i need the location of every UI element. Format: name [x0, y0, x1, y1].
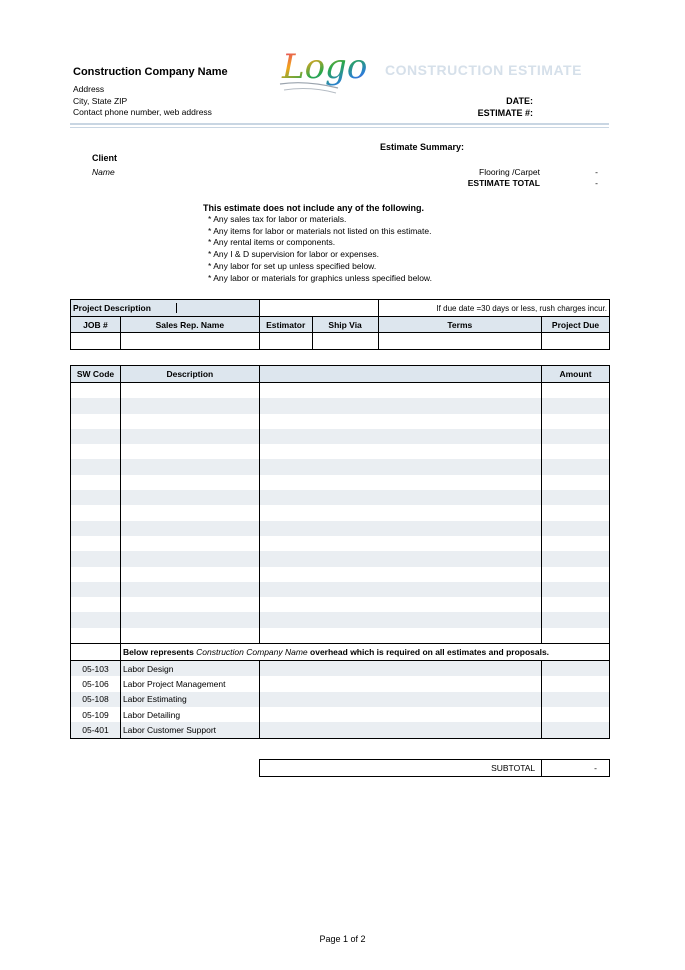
client-label: Client: [92, 153, 118, 163]
exclusion-item: * Any rental items or components.: [208, 237, 432, 249]
exclusion-item: * Any sales tax for labor or materials.: [208, 214, 432, 226]
page-number: Page 1 of 2: [319, 934, 366, 944]
amount-cell[interactable]: [542, 444, 610, 459]
amount-cell[interactable]: [542, 521, 610, 536]
sw-code-cell[interactable]: [71, 536, 121, 551]
overhead-note-prefix: Below represents: [122, 647, 197, 658]
exclusion-item: * Any items for labor or materials not listed on this estimate.: [208, 226, 432, 238]
address-line: Contact phone number, web address: [73, 107, 212, 117]
amount-cell[interactable]: [542, 597, 610, 612]
detail-cell[interactable]: [259, 612, 541, 627]
sw-code-cell[interactable]: [71, 521, 121, 536]
detail-cell[interactable]: [259, 475, 541, 490]
amount-cell[interactable]: [542, 536, 610, 551]
header-divider: [70, 127, 609, 128]
amount-cell[interactable]: [542, 490, 610, 505]
sw-code-cell[interactable]: [71, 414, 121, 429]
sw-code-cell[interactable]: [71, 551, 121, 566]
sw-code-cell[interactable]: [71, 628, 121, 644]
amount-cell[interactable]: [542, 475, 610, 490]
labor-code: 05-108: [71, 692, 121, 707]
summary-row-value: -: [595, 167, 598, 177]
col-header-sw-code: SW Code: [71, 366, 121, 383]
labor-code: 05-103: [71, 661, 121, 677]
detail-cell[interactable]: [259, 551, 541, 566]
labor-code: 05-106: [71, 676, 121, 691]
detail-cell[interactable]: [259, 444, 541, 459]
description-cell[interactable]: [120, 414, 259, 429]
project-description-label: Project Description: [71, 300, 260, 317]
subtotal-value: -: [542, 760, 610, 777]
labor-description: Labor Project Management: [120, 676, 259, 691]
labor-description: Labor Detailing: [120, 707, 259, 722]
detail-cell[interactable]: [259, 521, 541, 536]
detail-cell[interactable]: [259, 722, 541, 738]
col-header-ship-via: Ship Via: [312, 317, 378, 333]
estimator-cell[interactable]: [259, 333, 312, 350]
detail-cell[interactable]: [259, 414, 541, 429]
amount-cell[interactable]: [542, 692, 610, 707]
amount-cell[interactable]: [542, 707, 610, 722]
company-name: Construction Company Name: [73, 66, 228, 78]
description-cell[interactable]: [120, 597, 259, 612]
amount-cell[interactable]: [542, 722, 610, 738]
exclusion-item: * Any I & D supervision for labor or expenses.: [208, 249, 432, 261]
description-cell[interactable]: [120, 444, 259, 459]
company-logo: [276, 40, 368, 96]
job-number-cell[interactable]: [71, 333, 121, 350]
labor-description: Labor Estimating: [120, 692, 259, 707]
overhead-note-company: Construction Company Name: [196, 647, 308, 658]
project-due-cell[interactable]: [542, 333, 610, 350]
detail-cell[interactable]: [259, 597, 541, 612]
amount-cell[interactable]: [542, 459, 610, 474]
sw-code-cell[interactable]: [71, 505, 121, 520]
terms-cell[interactable]: [378, 333, 542, 350]
description-cell[interactable]: [120, 383, 259, 399]
overhead-note: [120, 644, 609, 661]
detail-cell[interactable]: [259, 628, 541, 644]
overhead-note-suffix: overhead which is required on all estimates and proposals.: [307, 647, 550, 658]
address-line: Address: [73, 84, 105, 94]
sw-code-cell[interactable]: [71, 398, 121, 413]
description-cell[interactable]: [120, 459, 259, 474]
description-cell[interactable]: [120, 521, 259, 536]
estimate-total-value: -: [595, 178, 598, 188]
detail-cell[interactable]: [259, 429, 541, 444]
col-header-terms: Terms: [378, 317, 542, 333]
detail-cell[interactable]: [259, 398, 541, 413]
sw-code-cell[interactable]: [71, 612, 121, 627]
amount-cell[interactable]: [542, 567, 610, 582]
detail-cell[interactable]: [259, 536, 541, 551]
amount-cell[interactable]: [542, 582, 610, 597]
col-header-project-due: Project Due: [542, 317, 610, 333]
description-cell[interactable]: [120, 628, 259, 644]
detail-cell[interactable]: [259, 582, 541, 597]
amount-cell[interactable]: [542, 628, 610, 644]
col-header-job: JOB #: [71, 317, 121, 333]
detail-cell[interactable]: [259, 490, 541, 505]
labor-code: 05-109: [71, 707, 121, 722]
client-name: Name: [92, 167, 115, 177]
project-table: [70, 299, 610, 350]
detail-cell[interactable]: [259, 692, 541, 707]
description-cell[interactable]: [120, 398, 259, 413]
labor-description: Labor Design: [120, 661, 259, 677]
amount-cell[interactable]: [542, 414, 610, 429]
line-items-table: [70, 365, 610, 739]
exclusion-item: * Any labor for set up unless specified below.: [208, 261, 432, 273]
description-cell[interactable]: [120, 490, 259, 505]
detail-cell[interactable]: [259, 459, 541, 474]
description-cell[interactable]: [120, 475, 259, 490]
labor-description: Labor Customer Support: [120, 722, 259, 738]
labor-code: 05-401: [71, 722, 121, 738]
summary-row-label: Flooring /Carpet: [479, 167, 540, 177]
sw-code-cell[interactable]: [71, 490, 121, 505]
description-cell[interactable]: [120, 567, 259, 582]
amount-cell[interactable]: [542, 661, 610, 677]
subtotal-table: [259, 759, 610, 777]
date-estimate-labels: [440, 96, 533, 119]
project-description-field[interactable]: [259, 300, 378, 317]
sw-code-cell[interactable]: [71, 582, 121, 597]
detail-cell[interactable]: [259, 661, 541, 677]
exclusion-item: * Any labor or materials for graphics unless specified below.: [208, 273, 432, 285]
sw-code-cell[interactable]: [71, 475, 121, 490]
rush-charges-note: If due date =30 days or less, rush charges incur.: [378, 300, 609, 317]
amount-cell[interactable]: [542, 398, 610, 413]
sw-code-cell[interactable]: [71, 459, 121, 474]
description-cell[interactable]: [120, 536, 259, 551]
amount-cell[interactable]: [542, 551, 610, 566]
amount-cell[interactable]: [542, 429, 610, 444]
col-header-description: Description: [120, 366, 259, 383]
estimate-number-label: ESTIMATE #:: [477, 107, 533, 118]
sales-rep-cell[interactable]: [120, 333, 259, 350]
exclusions-title: This estimate does not include any of the following.: [203, 203, 425, 213]
amount-cell[interactable]: [542, 612, 610, 627]
col-header-sales-rep: Sales Rep. Name: [120, 317, 259, 333]
description-cell[interactable]: [120, 612, 259, 627]
sw-code-cell[interactable]: [71, 383, 121, 399]
description-cell[interactable]: [120, 551, 259, 566]
description-cell[interactable]: [120, 429, 259, 444]
detail-cell[interactable]: [259, 567, 541, 582]
svg-text:Logo: Logo: [282, 47, 368, 87]
amount-cell[interactable]: [542, 505, 610, 520]
estimate-total-label: ESTIMATE TOTAL: [467, 178, 540, 188]
company-address: [73, 84, 212, 119]
ship-via-cell[interactable]: [312, 333, 378, 350]
document-title: CONSTRUCTION ESTIMATE: [385, 62, 582, 78]
estimate-summary-title: Estimate Summary:: [380, 142, 465, 152]
sw-code-cell[interactable]: [71, 444, 121, 459]
exclusions-list: [208, 214, 432, 284]
amount-cell[interactable]: [542, 676, 610, 691]
description-cell[interactable]: [120, 505, 259, 520]
col-header-estimator: Estimator: [259, 317, 312, 333]
date-label: DATE:: [506, 96, 533, 106]
amount-cell[interactable]: [542, 383, 610, 399]
description-cell[interactable]: [120, 582, 259, 597]
col-header-amount: Amount: [542, 366, 610, 383]
sw-code-cell[interactable]: [71, 597, 121, 612]
detail-cell[interactable]: [259, 676, 541, 691]
detail-cell[interactable]: [259, 505, 541, 520]
col-header-blank: [259, 366, 541, 383]
sw-code-cell[interactable]: [71, 429, 121, 444]
detail-cell[interactable]: [259, 707, 541, 722]
detail-cell[interactable]: [259, 383, 541, 399]
sw-code-cell[interactable]: [71, 567, 121, 582]
subtotal-label: SUBTOTAL: [260, 760, 542, 777]
header-divider: [70, 123, 609, 125]
address-line: City, State ZIP: [73, 95, 128, 106]
overhead-note-code-cell: [71, 644, 121, 661]
